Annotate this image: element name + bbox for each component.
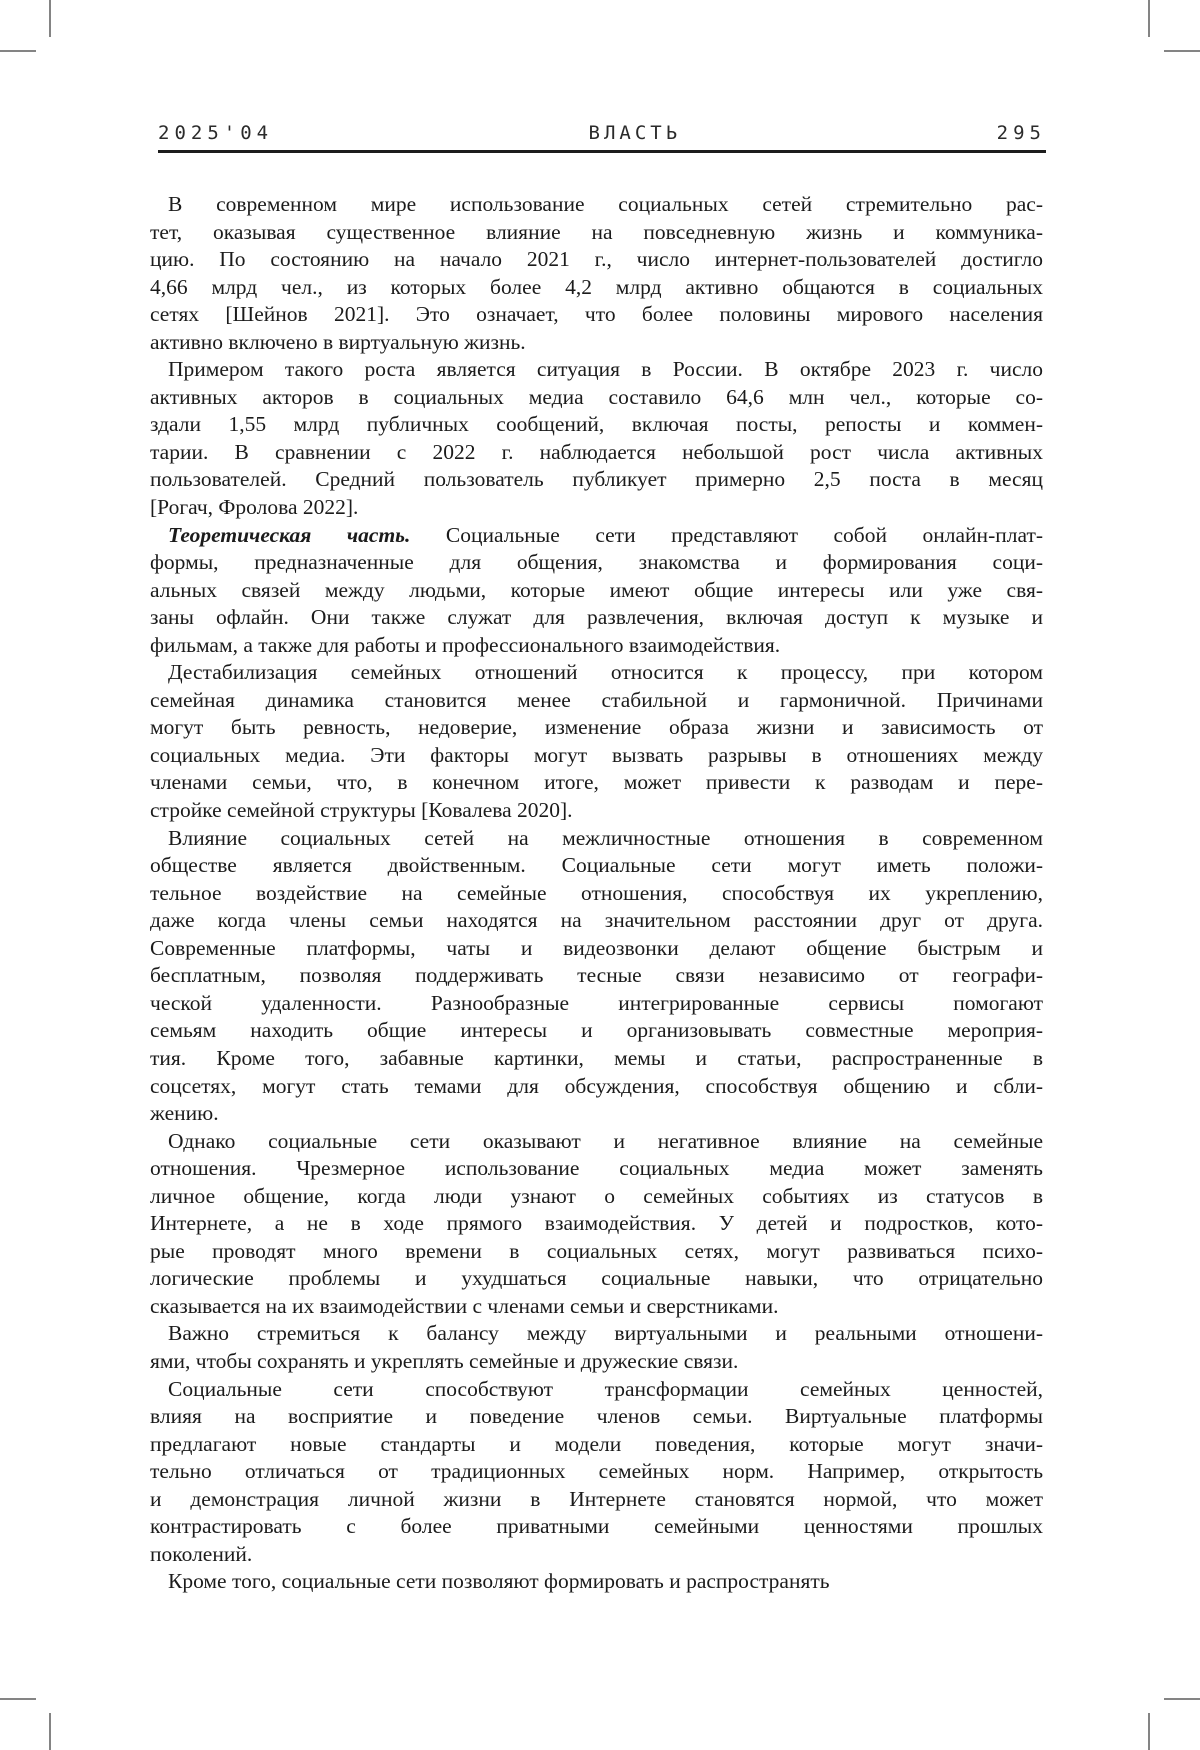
text-line: тет, оказывая существенное влияние на повседневную жизнь и коммуника- bbox=[150, 219, 1043, 244]
crop-mark-top-right-vertical bbox=[1148, 0, 1150, 37]
text-line: отношения. Чрезмерное использование социальных медиа может заменять bbox=[150, 1156, 1043, 1181]
text-line: альных связей между людьми, которые имеют общие интересы или уже свя- bbox=[150, 577, 1043, 602]
text-line: здали 1,55 млрд публичных сообщений, включая посты, репосты и коммен- bbox=[150, 412, 1043, 437]
text-line: и демонстрация личной жизни в Интернете становятся нормой, что может bbox=[150, 1486, 1043, 1511]
text-line-continuation: Социальные сети представляют собой онлайн-плат- bbox=[445, 522, 1044, 547]
crop-mark-top-left-vertical bbox=[49, 0, 51, 37]
text-line: [Рогач, Фролова 2022]. bbox=[150, 495, 359, 520]
text-line: В современном мире использование социальных сетей стремительно рас- bbox=[168, 192, 1043, 216]
text-line: социальных медиа. Эти факторы могут вызвать разрывы в отношениях между bbox=[150, 742, 1043, 767]
text-line: стройке семейной структуры [Ковалева 2020]. bbox=[150, 798, 573, 823]
text-line: активно включено в виртуальную жизнь. bbox=[150, 329, 526, 354]
page-number: 295 bbox=[996, 122, 1046, 144]
text-line: влияя на восприятие и поведение членов семьи. Виртуальные платформы bbox=[150, 1404, 1043, 1429]
text-line: предлагают новые стандарты и модели поведения, которые могут значи- bbox=[150, 1431, 1043, 1456]
text-line: личное общение, когда люди узнают о семейных событиях из статусов в bbox=[150, 1183, 1043, 1208]
text-line: активных акторов в социальных медиа составило 64,6 млн чел., которые со- bbox=[150, 384, 1043, 409]
text-line: бесплатным, позволяя поддерживать тесные связи независимо от географи- bbox=[150, 963, 1043, 988]
text-line: даже когда члены семьи находятся на значительном расстоянии друг от друга. bbox=[150, 908, 1043, 933]
text-line: Интернете, а не в ходе прямого взаимодействия. У детей и подростков, кото- bbox=[150, 1211, 1043, 1236]
header-rule bbox=[158, 150, 1046, 153]
text-line: тарии. В сравнении с 2022 г. наблюдается небольшой рост числа активных bbox=[150, 439, 1043, 464]
text-line: членами семьи, что, в конечном итоге, может привести к разводам и пере- bbox=[150, 770, 1043, 795]
crop-mark-bottom-left-vertical bbox=[49, 1713, 51, 1750]
text-line: тия. Кроме того, забавные картинки, мемы и статьи, распространенные в bbox=[150, 1045, 1043, 1070]
text-line bbox=[150, 522, 1043, 550]
section-heading-inline: Теоретическая часть. bbox=[168, 522, 411, 547]
text-line: семейная динамика становится менее стабильной и гармоничной. Причинами bbox=[150, 687, 1043, 712]
journal-title: ВЛАСТЬ bbox=[588, 122, 682, 144]
crop-mark-bottom-right-horizontal bbox=[1164, 1698, 1200, 1700]
text-line: формы, предназначенные для общения, знакомства и формирования соци- bbox=[150, 550, 1043, 575]
text-line: поколений. bbox=[150, 1541, 253, 1566]
text-line: соцсетях, могут стать темами для обсуждения, способствуя общению и сбли- bbox=[150, 1073, 1043, 1098]
text-line: пользователей. Средний пользователь публикует примерно 2,5 поста в месяц bbox=[150, 467, 1043, 492]
text-line: Важно стремиться к балансу между виртуальными и реальными отношени- bbox=[168, 1321, 1043, 1346]
crop-mark-bottom-left-horizontal bbox=[0, 1698, 36, 1700]
text-line: фильмам, а также для работы и профессионального взаимодействия. bbox=[150, 632, 781, 657]
crop-mark-top-left-horizontal bbox=[0, 50, 36, 52]
text-line: Примером такого роста является ситуация в России. В октябре 2023 г. число bbox=[168, 357, 1043, 382]
text-line: тельно отличаться от традиционных семейных норм. Например, открытость bbox=[150, 1459, 1043, 1484]
text-line: сказывается на их взаимодействии с членами семьи и сверстниками. bbox=[150, 1293, 779, 1318]
text-line: ческой удаленности. Разнообразные интегрированные сервисы помогают bbox=[150, 990, 1043, 1015]
text-line: заны офлайн. Они также служат для развлечения, включая доступ к музыке и bbox=[150, 605, 1043, 630]
text-line: Современные платформы, чаты и видеозвонки делают общение быстрым и bbox=[150, 935, 1043, 960]
text-line: цию. По состоянию на начало 2021 г., число интернет-пользователей достигло bbox=[150, 247, 1043, 272]
text-line: Социальные сети способствуют трансформации семейных ценностей, bbox=[168, 1376, 1043, 1401]
text-line: Влияние социальных сетей на межличностные отношения в современном bbox=[168, 825, 1043, 850]
text-line: сетях [Шейнов 2021]. Это означает, что более половины мирового населения bbox=[150, 302, 1043, 327]
text-line: обществе является двойственным. Социальные сети могут иметь положи- bbox=[150, 853, 1043, 878]
crop-mark-top-right-horizontal bbox=[1164, 50, 1200, 52]
issue-number: 2025'04 bbox=[158, 122, 274, 144]
crop-mark-bottom-right-vertical bbox=[1148, 1713, 1150, 1750]
running-head bbox=[158, 122, 1046, 144]
text-line: 4,66 млрд чел., из которых более 4,2 млрд активно общаются в социальных bbox=[150, 274, 1043, 299]
article-body bbox=[150, 191, 1043, 1596]
text-line: логические проблемы и ухудшаться социальные навыки, что отрицательно bbox=[150, 1266, 1043, 1291]
text-line: семьям находить общие интересы и организовывать совместные мероприя- bbox=[150, 1018, 1043, 1043]
text-line: жению. bbox=[150, 1101, 219, 1126]
text-line: Дестабилизация семейных отношений относится к процессу, при котором bbox=[168, 660, 1043, 685]
text-line: рые проводят много времени в социальных сетях, могут развиваться психо- bbox=[150, 1238, 1043, 1263]
text-line: тельное воздействие на семейные отношения, способствуя их укреплению, bbox=[150, 880, 1043, 905]
text-line: ями, чтобы сохранять и укреплять семейные и дружеские связи. bbox=[150, 1348, 739, 1373]
text-line: могут быть ревность, недоверие, изменение образа жизни и зависимость от bbox=[150, 715, 1043, 740]
text-line: Кроме того, социальные сети позволяют формировать и распространять bbox=[168, 1569, 830, 1594]
text-line: контрастировать с более приватными семейными ценностями прошлых bbox=[150, 1514, 1043, 1539]
text-line: Однако социальные сети оказывают и негативное влияние на семейные bbox=[168, 1128, 1043, 1153]
